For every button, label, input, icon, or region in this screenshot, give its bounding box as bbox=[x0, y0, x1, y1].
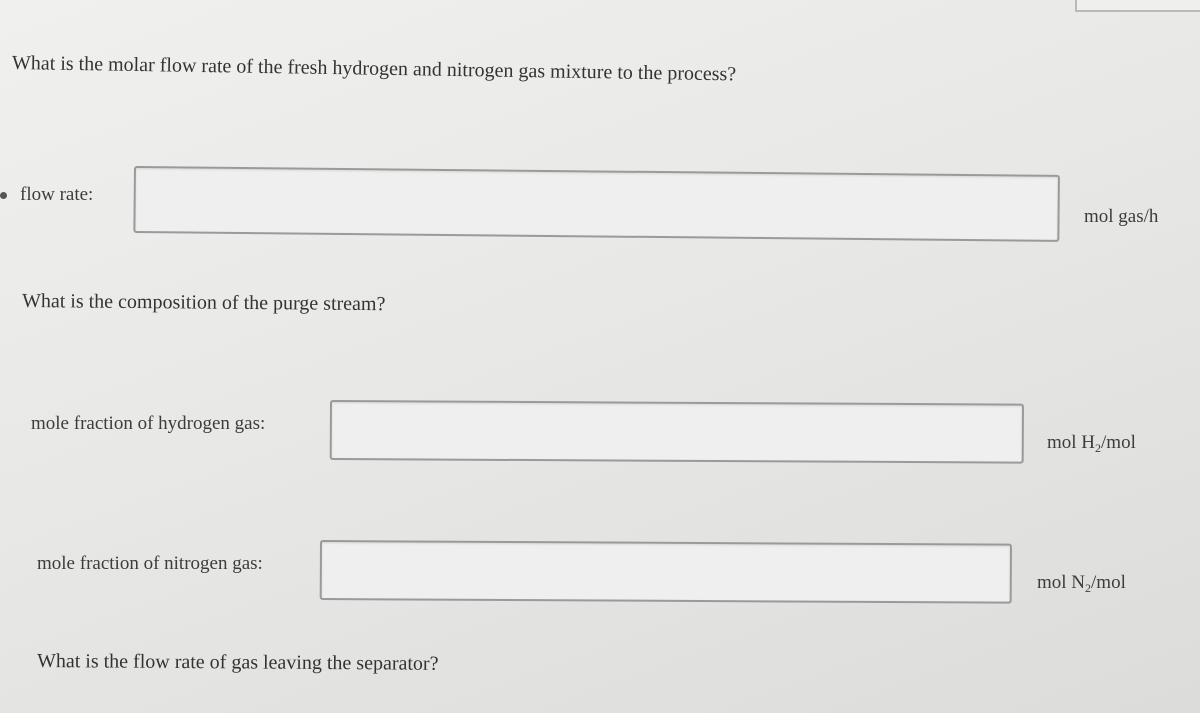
question-purge-composition: What is the composition of the purge stream? bbox=[21, 290, 386, 316]
hydrogen-fraction-input[interactable] bbox=[330, 400, 1024, 464]
nitrogen-unit-subscript: 2 bbox=[1085, 581, 1092, 595]
top-panel-edge bbox=[1075, 0, 1200, 12]
nitrogen-unit-suffix: /mol bbox=[1091, 572, 1126, 593]
hydrogen-unit-suffix: /mol bbox=[1101, 432, 1136, 453]
hydrogen-unit-prefix: mol H bbox=[1047, 432, 1096, 453]
hydrogen-fraction-label: mole fraction of hydrogen gas: bbox=[31, 413, 266, 434]
flow-rate-unit: mol gas/h bbox=[1084, 206, 1159, 227]
nitrogen-fraction-input[interactable] bbox=[320, 540, 1012, 604]
bullet-icon bbox=[0, 192, 7, 199]
hydrogen-fraction-unit bbox=[1047, 432, 1136, 456]
nitrogen-fraction-label: mole fraction of nitrogen gas: bbox=[37, 553, 263, 574]
question-molar-flow-rate: What is the molar flow rate of the fresh hydrogen and nitrogen gas mixture to the process? bbox=[11, 52, 737, 86]
nitrogen-unit-prefix: mol N bbox=[1037, 572, 1086, 593]
flow-rate-label: flow rate: bbox=[20, 184, 94, 205]
flow-rate-input[interactable] bbox=[133, 166, 1060, 242]
hydrogen-unit-subscript: 2 bbox=[1095, 441, 1102, 455]
nitrogen-fraction-unit bbox=[1037, 572, 1126, 596]
question-separator-flow-rate: What is the flow rate of gas leaving the separator? bbox=[36, 650, 439, 675]
